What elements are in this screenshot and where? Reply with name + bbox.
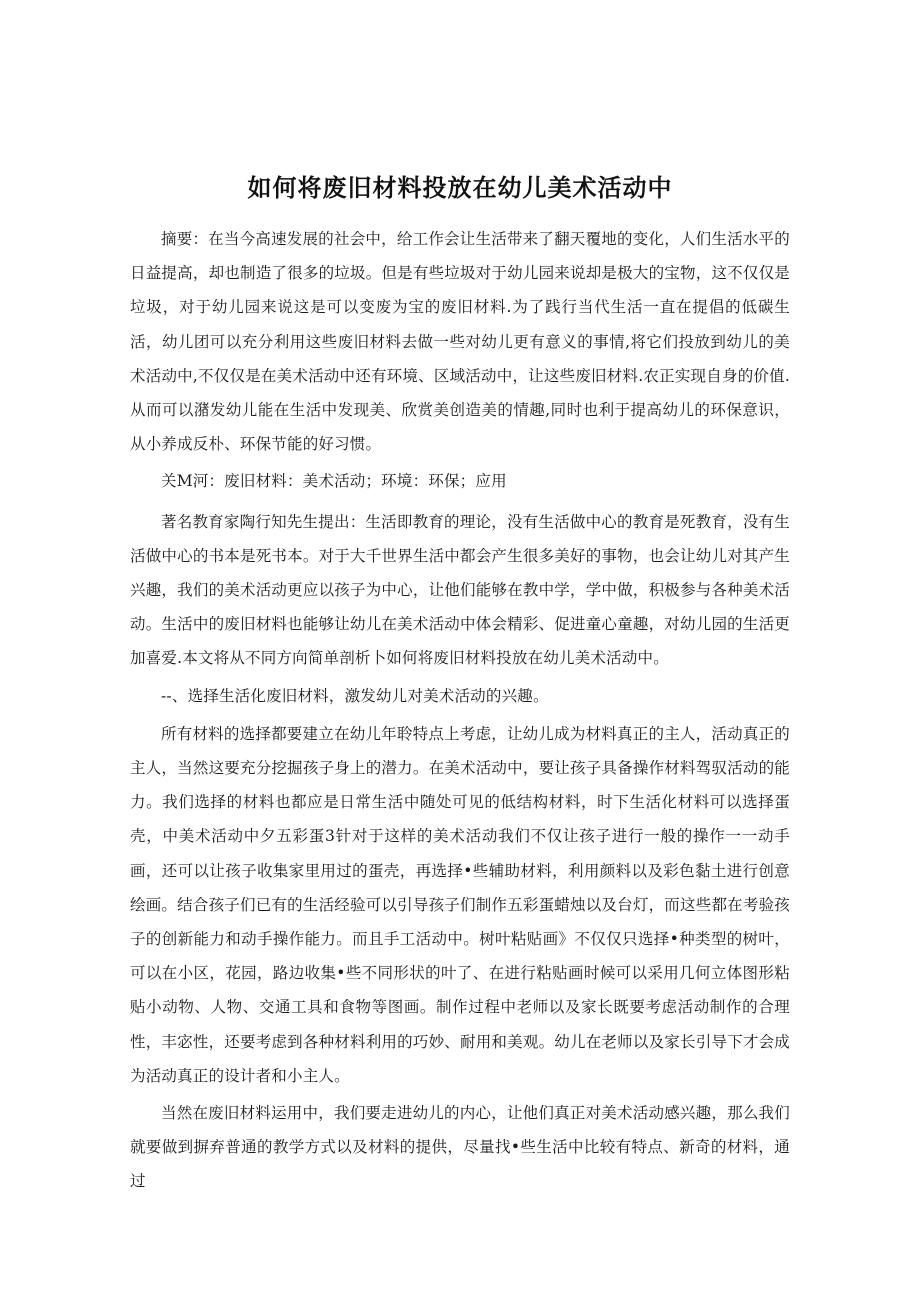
document-page — [130, 168, 790, 1202]
section-heading: --、选择生活化废旧材料，激发幼儿对美术活动的兴趣。 — [161, 686, 549, 705]
body-paragraph-2: 当然在废旧材料运用中，我们要走进幼儿的内心，让他们真正对美术活动感兴趣，那么我们就要做到摒弃普通的教学方式以及材料的提供，尽量找•些生活中比较有特点、新奇的材料，通过 — [130, 1104, 790, 1191]
document-title: 如何将废旧材料投放在幼儿美术活动中 — [247, 174, 673, 202]
keywords-paragraph: 关M河：废旧材料：美术活动；环境：环保；应用 — [161, 472, 507, 491]
intro-paragraph: 著名教育家陶行知先生提出：生活即教育的理论，没有生活做中心的教育是死教育，没有生活做中心的书本是死书本。对于大千世界生活中都会产生很多美好的事物，也会让幼儿对其产生兴趣，我们的美术活动更应以孩子为中心，让他们能够在教中学，学中做，积极参与各种美术活动。生活中的废旧材料也能够让幼儿在美术活动中体会精彩、促进童心童趣，对幼儿园的生活更加喜爱.本文将从不同方向简单剖析卜如何将废旧材料投放在幼儿美术活动中。 — [130, 512, 790, 668]
abstract-paragraph: 摘要：在当今高速发展的社会中，给工作会让生活带来了翻天覆地的变化，人们生活水平的日益提高，却也制造了很多的垃圾。但是有些垃圾对于幼儿园来说却是极大的宝物，这不仅仅是垃圾，对于幼儿园来说这是可以变废为宝的废旧材料.为了践行当代生活一直在提倡的低碳生活，幼儿团可以充分利用这些废旧材料去做一些对幼儿更有意义的事情,将它们投放到幼儿的美术活动中,不仅仅是在美术活动中还有环境、区域活动中，让这些废旧材料.农正实现自身的价值.从而可以潴发幼儿能在生活中发现美、欣赏美创造美的情趣,同时也利于提高幼儿的环保意识，从小养成反朴、环保节能的好习惯。 — [130, 230, 790, 454]
body-paragraph-1: 所有材料的选择都要建立在幼儿年聆特点上考虑，让幼儿成为材料真正的主人，活动真正的主人，当然这要充分挖掘孩子身上的潜力。在美术活动中，要让孩子具备操作材料驾驭活动的能力。我们选择的材料也都应是日常生活中随处可见的低结构材料，时下生活化材料可以选择蛋壳，中美术活动中夕五彩蛋3针对于这样的美术活动我们不仅让孩子进行一般的操作一一动手画，还可以让孩子收集家里用过的蛋壳，再选择•些辅助材料，利用颜料以及彩色黏土进行创意绘画。结合孩子们已有的生活经验可以引导孩子们制作五彩蛋蜡烛以及台灯，而这些都在考验孩子的创新能力和动手操作能力。而且手工活动中。树叶粘贴画》不仅仅只选择•种类型的树叶，可以在小区，花园，路边收集•些不同形状的叶了、在进行粘贴画时候可以采用几何立体图形粘贴小动物、人物、交通工具和食物等图画。制作过程中老师以及家长既要考虑活动制作的合理性，丰宓性，还要考虑到各种材料利用的巧妙、耐用和美观。幼儿在老师以及家长引导下才会成为活动真正的设计者和小主人。 — [130, 724, 790, 1085]
